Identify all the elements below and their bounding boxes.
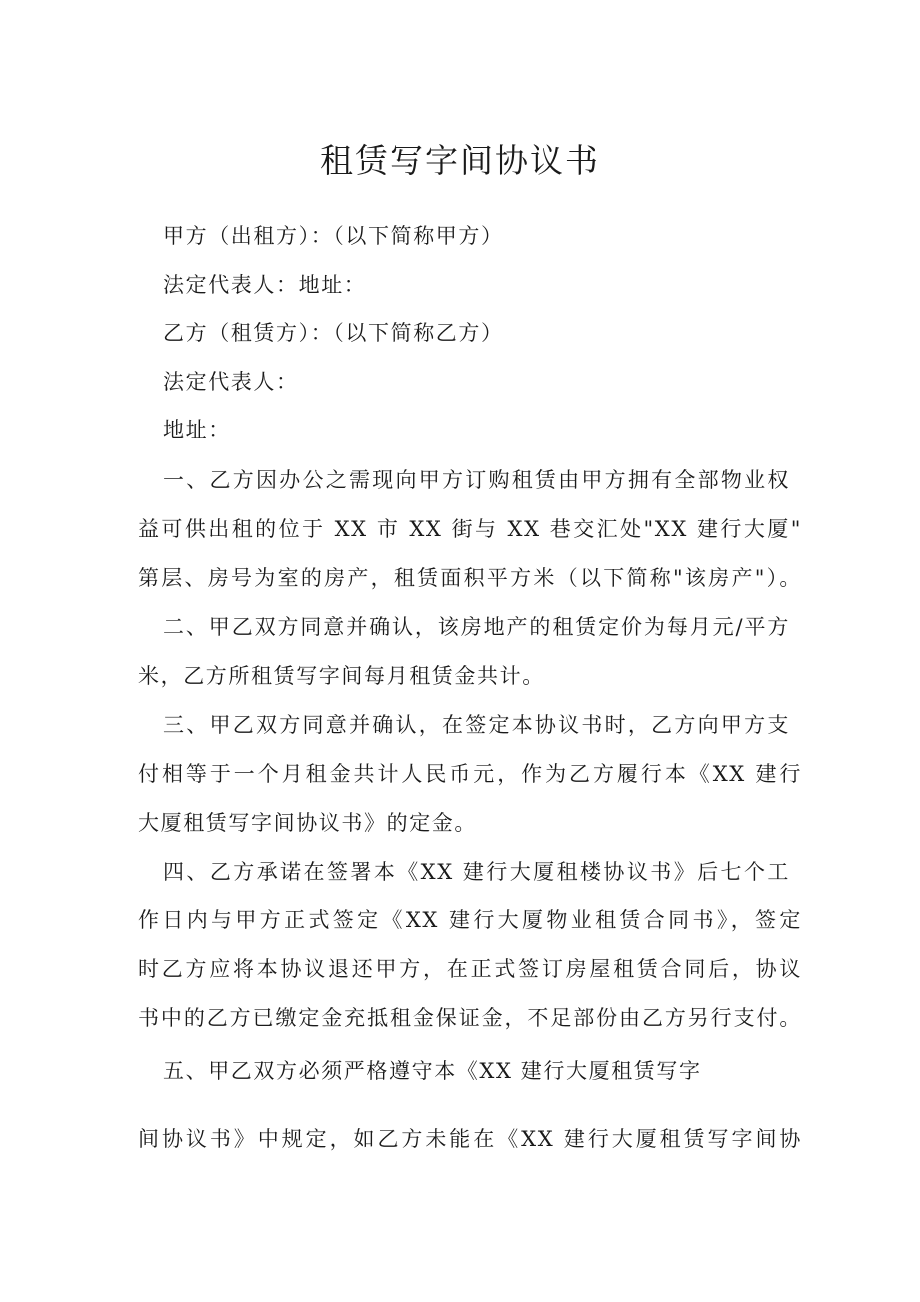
party-a-line: 甲方（出租方）：（以下简称甲方） <box>163 224 504 248</box>
clause-4-line-1: 四、乙方承诺在签署本《XX 建行大厦租楼协议书》后七个工 <box>163 860 790 884</box>
clause-5-line-2: 间协议书》中规定，如乙方未能在《XX 建行大厦租赁写字间协 <box>138 1127 802 1151</box>
clause-2-line-2: 米，乙方所租赁写字间每月租赁金共计。 <box>138 664 545 688</box>
clause-3-line-2: 付相等于一个月租金共计人民币元，作为乙方履行本《XX 建行 <box>138 762 802 786</box>
clause-4-line-4: 书中的乙方已缴定金充抵租金保证金，不足部份由乙方另行支付。 <box>138 1006 802 1030</box>
clause-3-line-1: 三、甲乙双方同意并确认，在签定本协议书时，乙方向甲方支 <box>163 713 790 737</box>
clause-2-line-1: 二、甲乙双方同意并确认，该房地产的租赁定价为每月元/平方 <box>163 615 790 639</box>
clause-1-line-2: 益可供出租的位于 XX 市 XX 街与 XX 巷交汇处"XX 建行大厦" <box>138 517 802 541</box>
clause-4-line-2: 作日内与甲方正式签定《XX 建行大厦物业租赁合同书》，签定 <box>138 908 802 932</box>
clause-3-line-3: 大厦租赁写字间协议书》的定金。 <box>138 811 477 835</box>
document-title: 租赁写字间协议书 <box>320 141 600 180</box>
clause-5-line-1: 五、甲乙双方必须严格遵守本《XX 建行大厦租赁写字 <box>163 1059 702 1083</box>
party-b-line: 乙方（租赁方）：（以下简称乙方） <box>163 321 504 345</box>
clause-1-line-3: 第层、房号为室的房产，租赁面积平方米（以下简称"该房产"）。 <box>138 566 802 590</box>
clause-4-line-3: 时乙方应将本协议退还甲方，在正式签订房屋租赁合同后，协议 <box>138 957 802 981</box>
party-b-address-line: 地址： <box>163 418 231 442</box>
clause-1-line-1: 一、乙方因办公之需现向甲方订购租赁由甲方拥有全部物业权 <box>163 468 790 492</box>
party-a-representative-address-line: 法定代表人：地址： <box>163 273 367 297</box>
party-b-representative-line: 法定代表人： <box>163 370 299 394</box>
